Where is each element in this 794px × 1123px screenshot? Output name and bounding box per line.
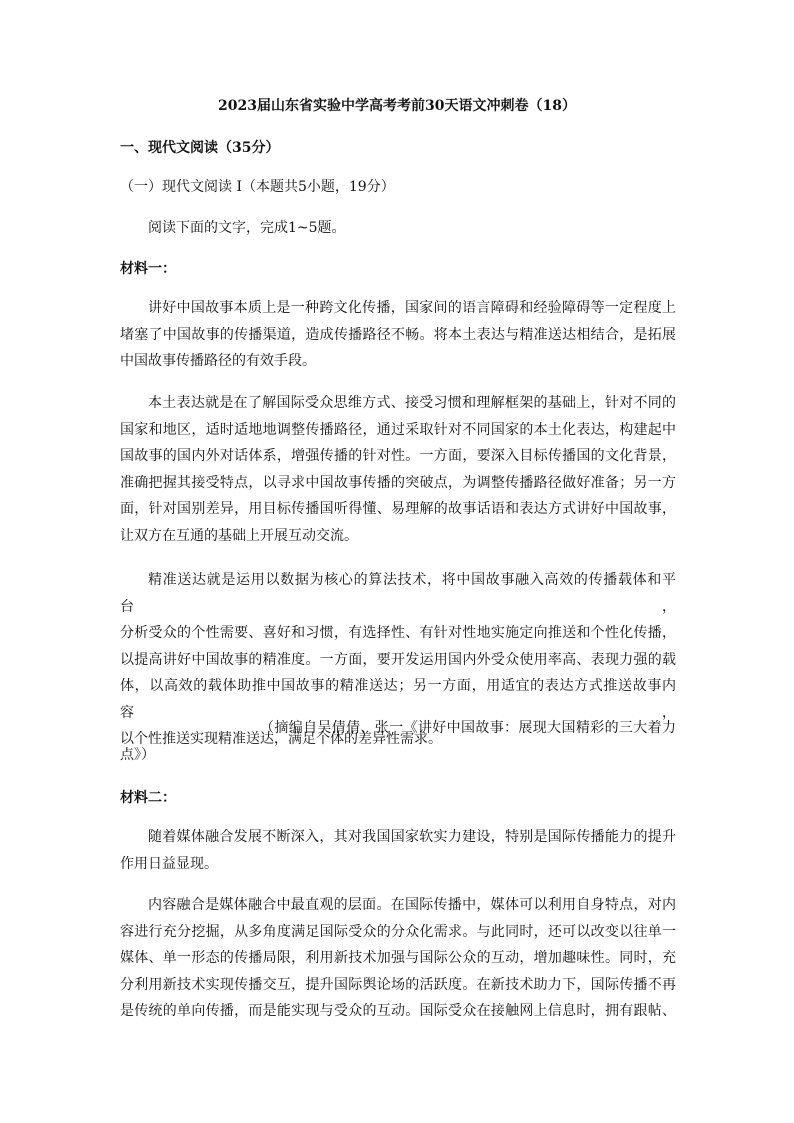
text-line: 国家和地区，适时适地地调整传播路径，通过采取针对不同国家的本土化表达，构建起中 [120,421,676,438]
text-line: 让双方在互通的基础上开展互动交流。 [120,527,358,544]
text-line: 本土表达就是在了解国际受众思维方式、接受习惯和理解框架的基础上，针对不同的 [148,395,676,411]
text-line: 是传统的单向传播，而是能实现与受众的互动。国际受众在接触网上信息时，拥有跟帖、 [120,1003,676,1019]
material-2-label: 材料二： [120,790,176,806]
text-line: 中国故事传播路径的有效手段。 [120,353,316,369]
text-line: 随着媒体融合发展不断深入，其对我国国家软实力建设，特别是国际传播能力的提升 [148,829,676,845]
material-1-label: 材料一： [120,261,176,277]
document-title: 2023届山东省实验中学高考考前30天语文冲刺卷（18） [218,98,576,114]
text-line: 以个性推送实现精准送达，满足个体的差异性需求。 [120,731,442,747]
text-line: 分利用新技术实现传播交互，提升国际舆论场的活跃度。在新技术助力下，国际传播不再 [120,976,676,993]
text-line: 以提高讲好中国故事的精准度。一方面，要开发运用国内外受众使用率高、表现力强的载 [120,651,676,668]
source-citation [120,715,676,768]
citation-line: 点》） [120,746,155,763]
text-line: 内容融合是媒体融合中最直观的层面。在国际传播中，媒体可以利用自身特点，对内 [148,897,676,913]
text-line: 讲好中国故事本质上是一种跨文化传播，国家间的语言障碍和经验障碍等一定程度上 [148,300,676,316]
text-line: 精准送达就是运用以数据为核心的算法技术，将中国故事融入高效的传播载体和平台， [120,572,676,615]
material-2-paragraph-2 [120,892,676,1025]
material-2-paragraph-1 [120,824,676,877]
citation-line: （摘编自吴倩倩、张一《讲好中国故事：展现大国精彩的三大着力 [260,720,676,736]
text-line: 作用日益显现。 [120,855,218,872]
text-line: 分析受众的个性需要、喜好和习惯，有选择性、有针对性地实施定向推送和个性化传播， [120,625,676,641]
subsection-heading: （一）现代文阅读 I（本题共5小题，19分） [120,179,395,195]
material-1-paragraph-1 [120,295,676,375]
text-line: 准确把握其接受特点，以寻求中国故事传播的突破点，为调整传播路径做好准备；另一方 [120,474,676,491]
text-line: 堵塞了中国故事的传播渠道，造成传播路径不畅。将本土表达与精准送达相结合，是拓展 [120,326,676,343]
reading-instruction: 阅读下面的文字，完成1~5题。 [148,220,346,236]
text-line: 体，以高效的载体助推中国故事的精准送达；另一方面，用适宜的表达方式推送故事内容， [120,678,676,721]
text-line: 国故事的国内外对话体系，增强传播的针对性。一方面，要深入目标传播国的文化背景， [120,448,676,464]
text-line: 容进行充分挖掘，从多角度满足国际受众的分众化需求。与此同时，还可以改变以往单一 [120,923,676,940]
text-line: 媒体、单一形态的传播局限，利用新技术加强与国际公众的互动，增加趣味性。同时，充 [120,950,676,966]
section-heading: 一、现代文阅读（35分） [120,140,280,156]
text-line: 面，针对国别差异，用目标传播国听得懂、易理解的故事话语和表达方式讲好中国故事， [120,501,676,517]
material-1-paragraph-2 [120,390,676,549]
